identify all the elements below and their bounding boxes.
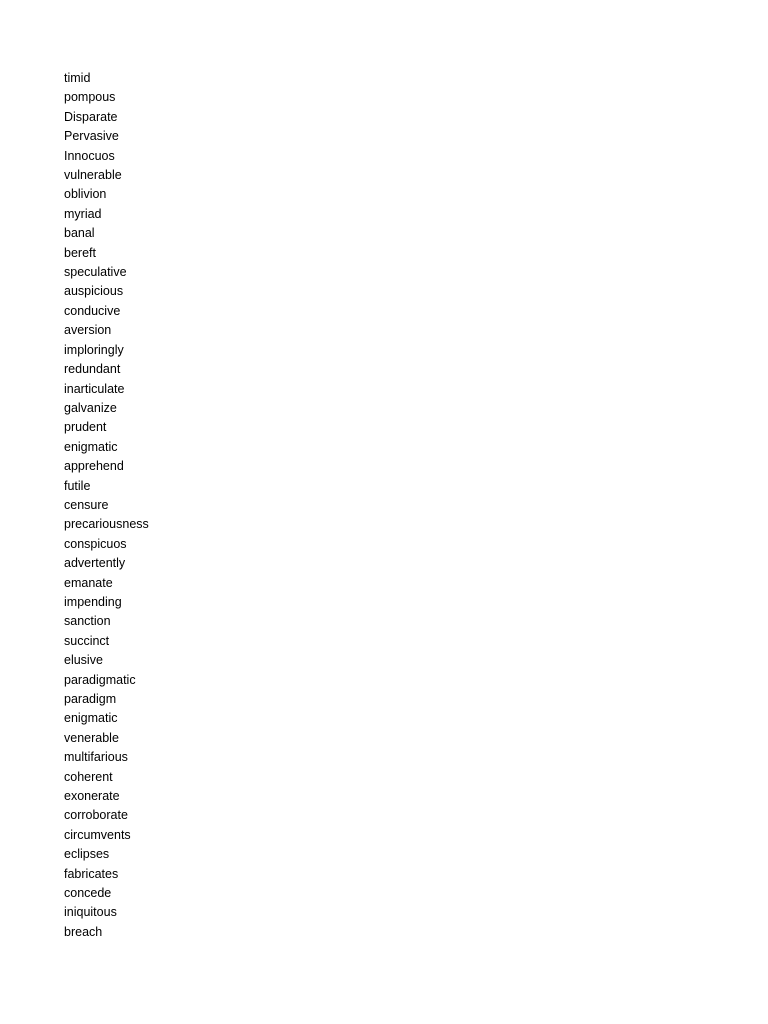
- word-item: enigmatic: [64, 711, 118, 726]
- word-item: advertently: [64, 556, 126, 571]
- word-item: myriad: [64, 206, 102, 221]
- word-item: venerable: [64, 730, 119, 745]
- word-item: conducive: [64, 303, 121, 318]
- word-item: succinct: [64, 633, 110, 648]
- word-item: vulnerable: [64, 168, 122, 183]
- word-item: galvanize: [64, 400, 117, 415]
- word-item: apprehend: [64, 459, 124, 474]
- word-item: bereft: [64, 245, 96, 260]
- word-item: exonerate: [64, 789, 120, 804]
- word-item: iniquitous: [64, 905, 117, 920]
- word-item: fabricates: [64, 866, 119, 881]
- word-list: [64, 69, 149, 942]
- word-item: Disparate: [64, 109, 118, 124]
- word-item: paradigm: [64, 692, 117, 706]
- word-item: aversion: [64, 323, 112, 338]
- word-item: censure: [64, 497, 109, 512]
- word-item: prudent: [64, 420, 107, 435]
- word-item: corroborate: [64, 808, 128, 823]
- word-item: imploringly: [64, 342, 124, 357]
- word-item: sanction: [64, 614, 111, 629]
- word-item: elusive: [64, 653, 103, 668]
- word-item: emanate: [64, 575, 113, 590]
- word-item: precariousness: [64, 517, 149, 532]
- word-item: inarticulate: [64, 381, 125, 396]
- word-item: auspicious: [64, 284, 124, 299]
- word-item: conspicuos: [64, 536, 127, 551]
- word-item: banal: [64, 226, 95, 241]
- word-item: pompous: [64, 90, 116, 105]
- word-item: circumvents: [64, 827, 131, 842]
- word-item: speculative: [64, 265, 127, 280]
- word-item: enigmatic: [64, 439, 118, 454]
- word-item: coherent: [64, 769, 113, 784]
- word-item: concede: [64, 886, 112, 901]
- word-item: multifarious: [64, 750, 128, 765]
- word-item: breach: [64, 924, 103, 939]
- word-item: timid: [64, 71, 91, 85]
- word-item: Innocuos: [64, 148, 115, 163]
- word-item: oblivion: [64, 187, 107, 202]
- word-item: eclipses: [64, 847, 110, 862]
- word-item: futile: [64, 478, 91, 493]
- word-item: Pervasive: [64, 129, 119, 144]
- word-item: impending: [64, 594, 122, 609]
- word-item: paradigmatic: [64, 672, 136, 687]
- word-item: redundant: [64, 362, 121, 377]
